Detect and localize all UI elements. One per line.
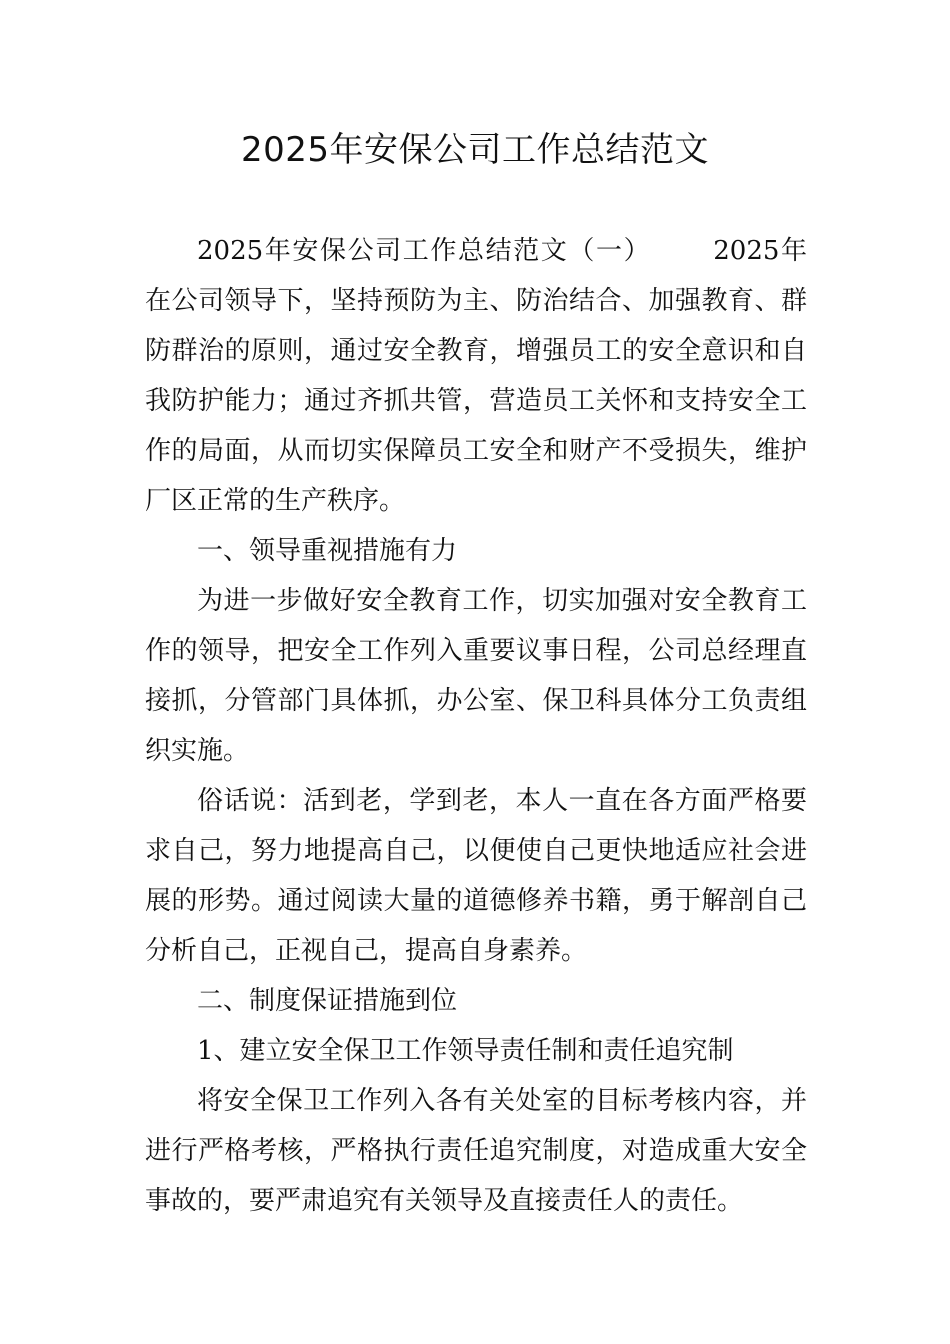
paragraph-leadership: 为进一步做好安全教育工作，切实加强对安全教育工作的领导，把安全工作列入重要议事日程，公司总经理直接抓，分管部门具体抓，办公室、保卫科具体分工负责组织实施。	[145, 586, 807, 766]
section-heading-1: 一、领导重视措施有力	[197, 536, 458, 566]
document-title: 2025年安保公司工作总结范文	[240, 130, 710, 170]
intro-heading: 2025年安保公司工作总结范文（一）	[197, 236, 652, 266]
section-heading-2: 二、制度保证措施到位	[197, 986, 458, 1016]
document-body	[145, 226, 807, 1226]
paragraph-self-improvement: 俗话说：活到老，学到老，本人一直在各方面严格要求自己，努力地提高自己，以便使自己更快地适应社会进展的形势。通过阅读大量的道德修养书籍，勇于解剖自己分析自己，正视自己，提高自身素养。	[145, 786, 807, 966]
intro-paragraph	[145, 226, 807, 526]
subsection-heading-1: 1、建立安全保卫工作领导责任制和责任追究制	[197, 1036, 734, 1066]
intro-text: 2025年在公司领导下，坚持预防为主、防治结合、加强教育、群防群治的原则，通过安全教育，增强员工的安全意识和自我防护能力；通过齐抓共管，营造员工关怀和支持安全工作的局面，从而切实保障员工安全和财产不受损失，维护厂区正常的生产秩序。	[145, 236, 808, 516]
paragraph-responsibility: 将安全保卫工作列入各有关处室的目标考核内容，并进行严格考核，严格执行责任追究制度，对造成重大安全事故的，要严肃追究有关领导及直接责任人的责任。	[145, 1086, 807, 1216]
